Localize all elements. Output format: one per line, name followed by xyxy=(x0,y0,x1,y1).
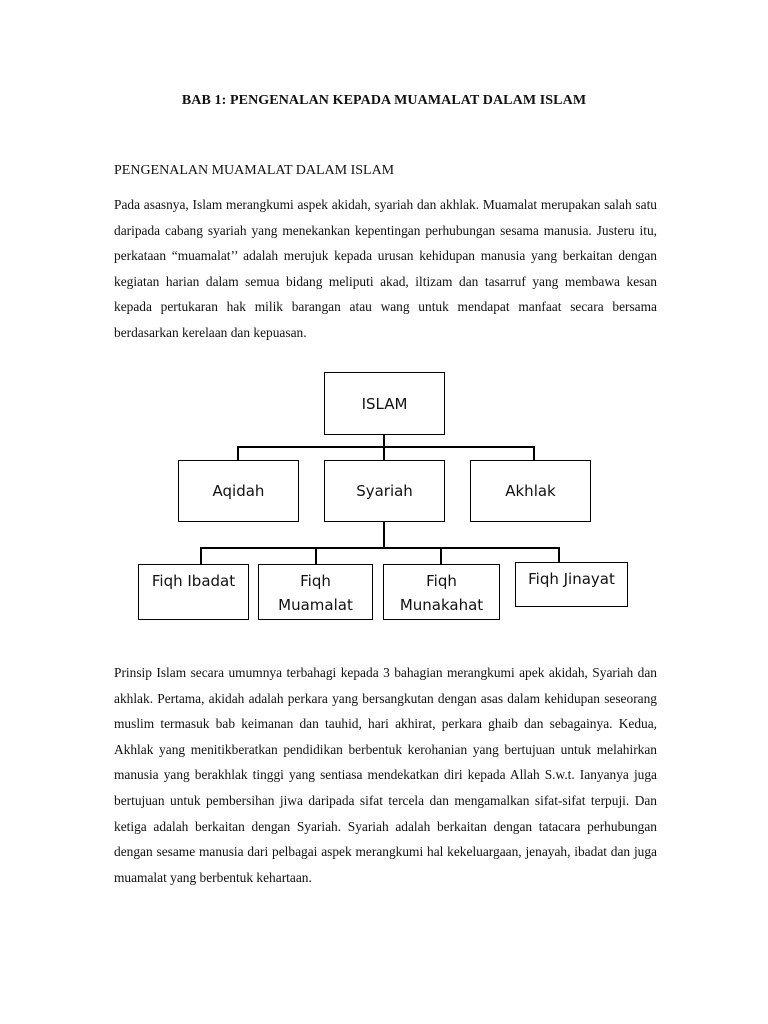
section-heading: PENGENALAN MUAMALAT DALAM ISLAM xyxy=(114,163,395,178)
chapter-title: BAB 1: PENGENALAN KEPADA MUAMALAT DALAM ISLAM xyxy=(181,93,587,108)
node-syariah xyxy=(324,460,445,522)
node-islam xyxy=(324,372,445,435)
connector-line xyxy=(383,446,385,460)
connector-line xyxy=(237,446,239,460)
node-label: Fiqh Muamalat xyxy=(278,572,353,614)
connector-line xyxy=(533,446,535,460)
node-aqidah xyxy=(178,460,299,522)
node-label: Fiqh Ibadat xyxy=(151,572,236,590)
connector-line xyxy=(383,522,385,548)
node-label: ISLAM xyxy=(361,394,408,413)
connector-line xyxy=(440,547,442,564)
connector-line xyxy=(200,547,559,549)
node-label: Fiqh Munakahat xyxy=(399,572,484,614)
node-label: Akhlak xyxy=(505,482,556,500)
node-fiqh-jinayat xyxy=(515,562,628,607)
node-fiqh-muamalat xyxy=(258,564,373,620)
node-fiqh-munakahat xyxy=(383,564,500,620)
connector-line xyxy=(237,446,534,448)
connector-line xyxy=(315,547,317,564)
node-akhlak xyxy=(470,460,591,522)
connector-line xyxy=(383,434,385,447)
principles-paragraph: Prinsip Islam secara umumnya terbahagi kepada 3 bahagian merangkumi apek akidah, Syariah dan akhlak. Pertama, akidah adalah perkara yang bersangkutan dengan asas dalam kehidupan seseorang muslim termasuk bab keimanan dan tauhid, hari akhirat, perkara ghaib dan sebagainya. Kedua, Akhlak yang menitikberatkan pendidikan berbentuk kerohanian yang bertujuan untuk melahirkan manusia yang berakhlak tinggi yang sentiasa mendekatkan diri kepada Allah S.w.t. Ianyanya juga bertujuan untuk pembersihan jiwa daripada sifat tercela dan mengamalkan sifat-sifat terpuji. Dan ketiga adalah berkaitan dengan Syariah. Syariah adalah berkaitan dengan tatacara perhubungan dengan sesame manusia dari pelbagai aspek merangkumi hal kekeluargaan, jenayah, ibadat dan juga muamalat yang berbentuk kehartaan. xyxy=(114,665,657,885)
node-fiqh-ibadat xyxy=(138,564,249,620)
node-label: Syariah xyxy=(356,482,413,500)
connector-line xyxy=(200,547,202,564)
node-label: Aqidah xyxy=(212,482,265,500)
intro-paragraph: Pada asasnya, Islam merangkumi aspek akidah, syariah dan akhlak. Muamalat merupakan salah satu daripada cabang syariah yang menekankan kepentingan perhubungan sesama manusia. Justeru itu, perkataan “muamalat’’ adalah merujuk kepada urusan kehidupan manusia yang berkaitan dengan kegiatan harian dalam semua bidang meliputi akad, iltizam dan tasarruf yang membawa kesan kepada pertukaran hak milik barangan atau wang untuk mendapat manfaat secara bersama berdasarkan kerelaan dan kepuasan. xyxy=(114,197,657,340)
node-label: Fiqh Jinayat xyxy=(528,570,615,588)
